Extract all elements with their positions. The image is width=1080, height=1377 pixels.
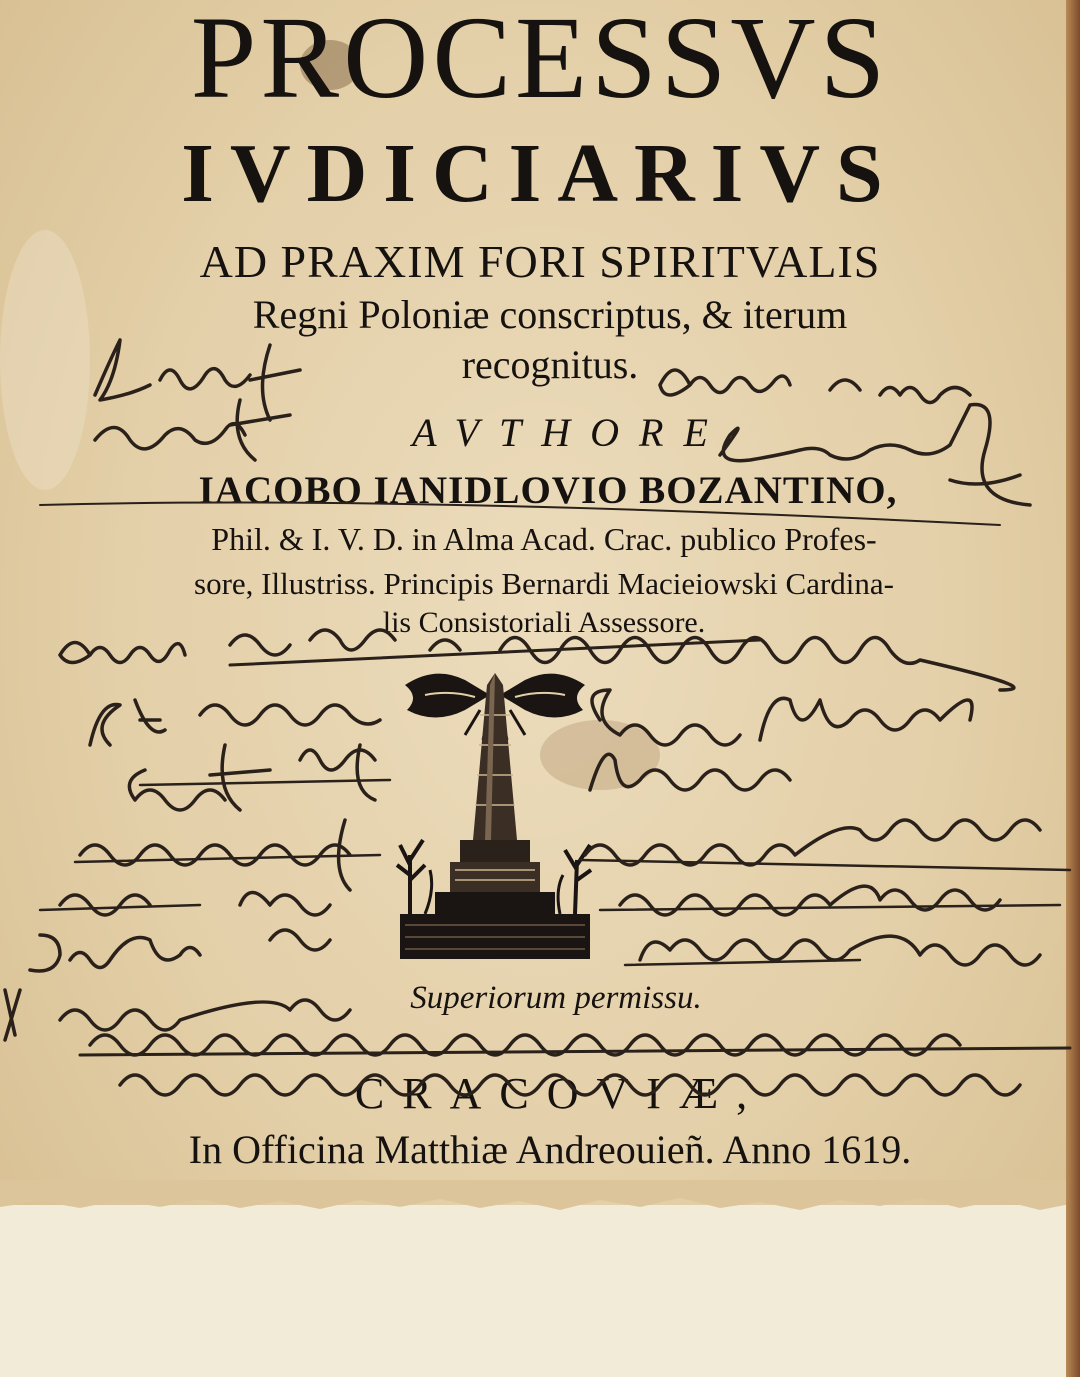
subtitle-line-3: recognitus.	[461, 342, 639, 387]
title-line-2: IVDICIARIVS	[181, 127, 899, 220]
author-desc-1: Phil. & I. V. D. in Alma Acad. Crac. publico Profes-	[211, 521, 877, 557]
author-desc-2: sore, Illustriss. Principis Bernardi Macieiowski Cardina-	[194, 566, 894, 601]
place-of-printing: CRACOVIÆ,	[354, 1069, 766, 1118]
title-line-1: PROCESSVS	[190, 0, 890, 123]
permission-note: Superiorum permissu.	[410, 980, 702, 1016]
lower-blank-sheet	[0, 1205, 1080, 1377]
subtitle-line-1: AD PRAXIM FORI SPIRITVALIS	[199, 236, 881, 287]
author-desc-3: lis Consistoriali Assessore.	[382, 606, 706, 639]
obelisk-woodcut	[395, 655, 595, 965]
author-label: AVTHORE	[412, 410, 728, 455]
torn-paper-edge	[0, 1180, 1080, 1230]
subtitle-line-2: Regni Poloniæ conscriptus, & iterum	[252, 292, 848, 337]
author-name: IACOBO IANIDLOVIO BOZANTINO,	[198, 469, 898, 512]
imprint-line: In Officina Matthiæ Andreouieñ. Anno 1619.	[188, 1127, 912, 1172]
